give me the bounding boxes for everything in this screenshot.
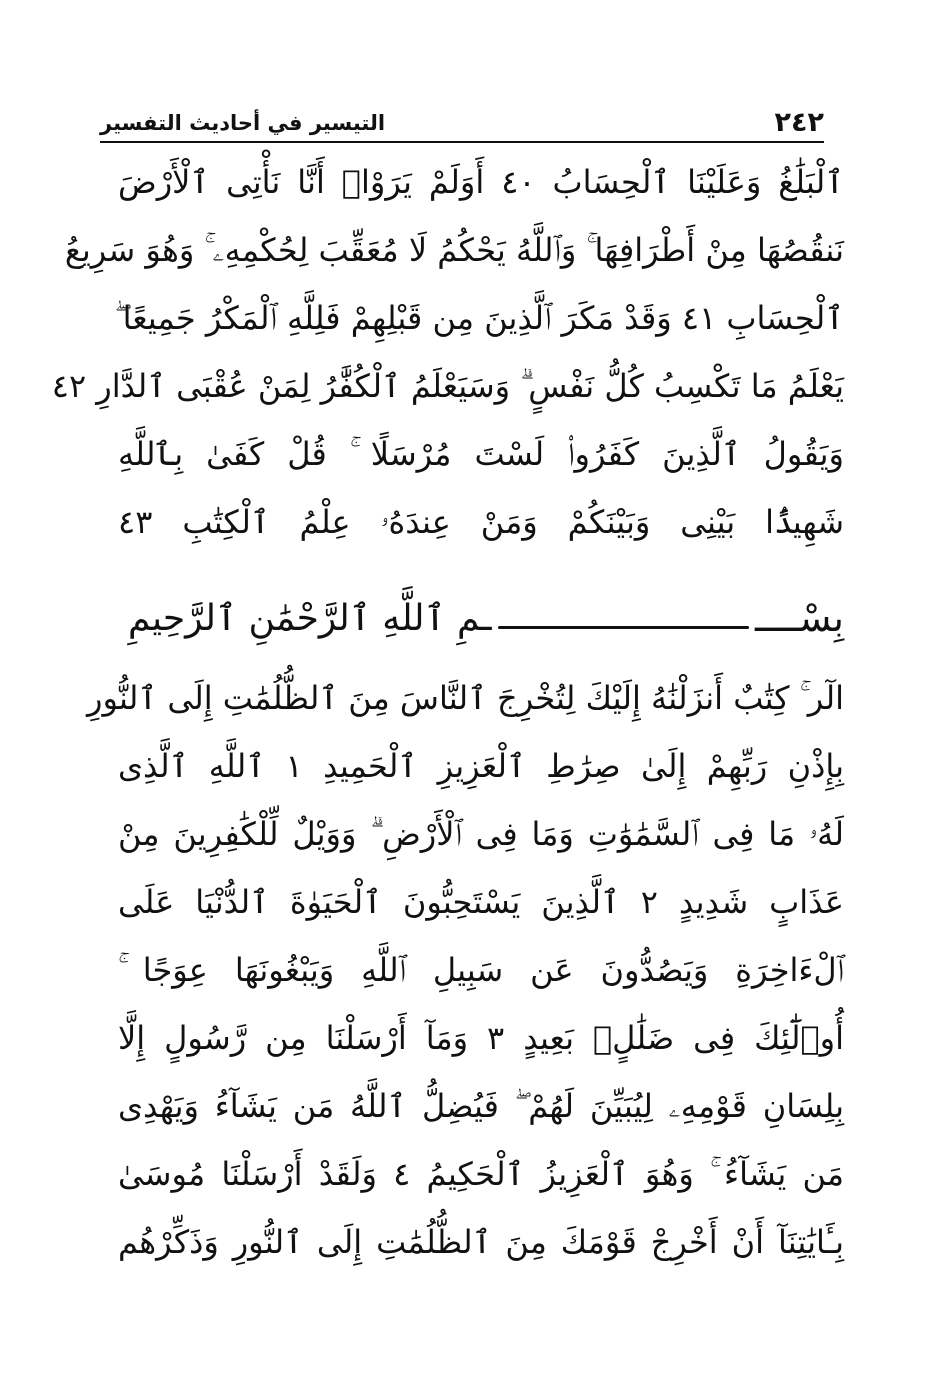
verse-line: يَعْلَمُ مَا تَكْسِبُ كُلُّ نَفْسٍ ۗ وَسَيَعْلَمُ ٱلْكُفَّٰرُ لِمَنْ عُقْبَى ٱلدَّارِ ٤٢	[51, 367, 844, 405]
verse-line: ٱلْحِسَابِ ٤١ وَقَدْ مَكَرَ ٱلَّذِينَ مِن قَبْلِهِمْ فَلِلَّهِ ٱلْمَكْرُ جَمِيعًا ۖ	[114, 299, 844, 337]
page-number: ٢٤٢	[774, 107, 824, 138]
page-header	[100, 100, 824, 140]
verse-line: وَيَقُولُ ٱلَّذِينَ كَفَرُوا۟ لَسْتَ مُرْسَلًا ۚ قُلْ كَفَىٰ بِٱللَّهِ	[118, 435, 844, 473]
verse-line: بِإِذْنِ رَبِّهِمْ إِلَىٰ صِرَٰطِ ٱلْعَزِيزِ ٱلْحَمِيدِ ١ ٱللَّهِ ٱلَّذِى	[118, 747, 845, 785]
verse-line: لَهُۥ مَا فِى ٱلسَّمَٰوَٰتِ وَمَا فِى ٱلْأَرْضِ ۗ وَوَيْلٌ لِّلْكَٰفِرِينَ مِنْ	[118, 815, 844, 853]
header-rule	[100, 141, 824, 143]
basmala-stroke	[498, 626, 749, 629]
book-title: التيسير في أحاديث التفسير	[100, 111, 386, 135]
verse-line: الٓر ۚ كِتَٰبٌ أَنزَلْنَٰهُ إِلَيْكَ لِتُخْرِجَ ٱلنَّاسَ مِنَ ٱلظُّلُمَٰتِ إِلَى ٱلنُّورِ	[87, 679, 844, 717]
verse-line: مَن يَشَآءُ ۚ وَهُوَ ٱلْعَزِيزُ ٱلْحَكِيمُ ٤ وَلَقَدْ أَرْسَلْنَا مُوسَىٰ	[118, 1155, 845, 1193]
verse-line: نَنقُصُهَا مِنْ أَطْرَافِهَا ۚ وَٱللَّهُ يَحْكُمُ لَا مُعَقِّبَ لِحُكْمِهِۦ ۚ وَهُوَ سَرِيعُ	[64, 231, 844, 269]
verse-line: عَذَابٍ شَدِيدٍ ٢ ٱلَّذِينَ يَسْتَحِبُّونَ ٱلْحَيَوٰةَ ٱلدُّنْيَا عَلَى	[118, 883, 845, 921]
quran-text	[51, 148, 845, 1276]
verse-line: شَهِيدًۢا بَيْنِى وَبَيْنَكُمْ وَمَنْ عِندَهُۥ عِلْمُ ٱلْكِتَٰبِ ٤٣	[118, 503, 844, 541]
verse-line: بِلِسَانِ قَوْمِهِۦ لِيُبَيِّنَ لَهُمْ ۖ فَيُضِلُّ ٱللَّهُ مَن يَشَآءُ وَيَهْدِى	[118, 1087, 844, 1125]
verse-line: بِـَٔايَٰتِنَآ أَنْ أَخْرِجْ قَوْمَكَ مِنَ ٱلظُّلُمَٰتِ إِلَى ٱلنُّورِ وَذَكِّرْهُم	[118, 1223, 844, 1261]
basmala	[118, 556, 844, 664]
verse-line: ٱلْءَاخِرَةِ وَيَصُدُّونَ عَن سَبِيلِ ٱللَّهِ وَيَبْغُونَهَا عِوَجًا ۚ	[118, 951, 844, 989]
verse-line: أُو۟لَٰٓئِكَ فِى ضَلَٰلٍۭ بَعِيدٍ ٣ وَمَآ أَرْسَلْنَا مِن رَّسُولٍ إِلَّا	[118, 1019, 845, 1057]
basmala-text: ـمِ ٱللَّهِ ٱلرَّحْمَٰنِ ٱلرَّحِيمِ	[128, 597, 492, 639]
verse-line: ٱلْبَلَٰغُ وَعَلَيْنَا ٱلْحِسَابُ ٤٠ أَوَلَمْ يَرَوْا۟ أَنَّا نَأْتِى ٱلْأَرْضَ	[118, 163, 845, 201]
basmala-bis: بِسْــــ	[754, 596, 844, 640]
